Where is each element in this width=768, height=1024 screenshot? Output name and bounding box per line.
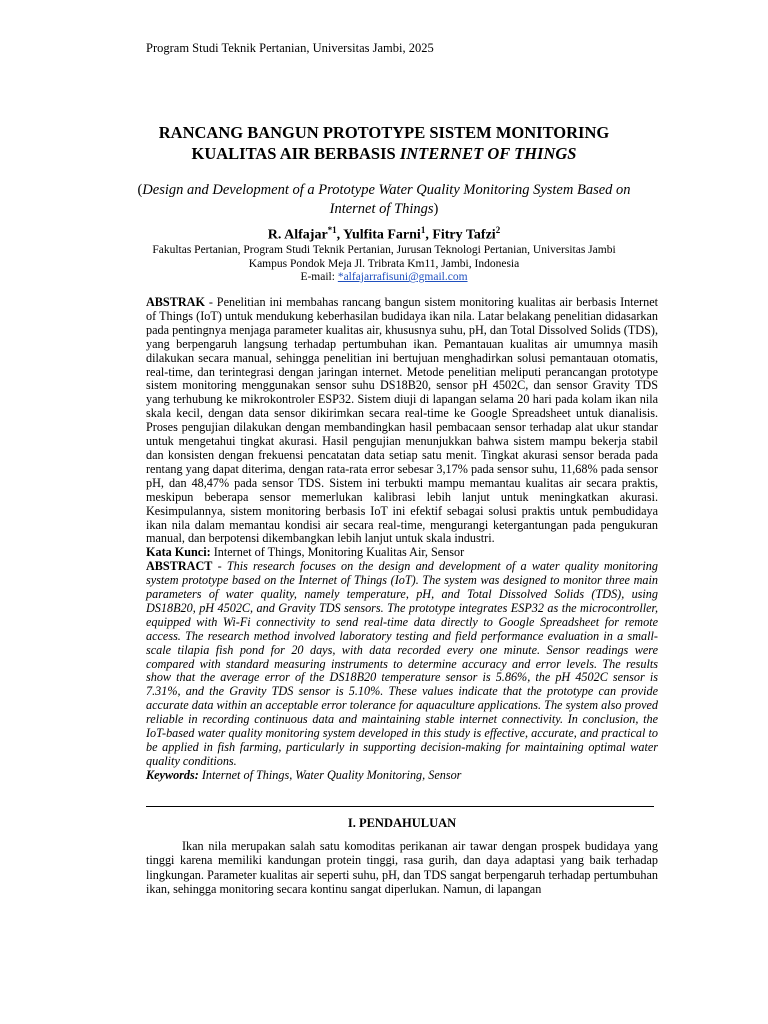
english-title-open: ( [137,182,143,198]
title-line-1: RANCANG BANGUN PROTOTYPE SISTEM MONITORING [158,123,610,142]
abstract-en-paragraph [146,560,658,769]
intro-paragraph: Ikan nila merupakan salah satu komoditas perikanan air tawar dengan prospek budidaya yang tinggi karena memiliki kandungan protein tinggi, rasa gurih, dan daya adaptasi yang baik terhadap lingkungan. Parameter kualitas air seperti suhu, pH, dan TDS sangat berpengaruh terhadap pertumbuhan ikan, sehingga monitoring secara kontinu sangat diperlukan. Namun, di lapangan [146,839,658,896]
author-mark: 1 [420,225,426,235]
email-link[interactable]: *alfajarrafisuni@gmail.com [337,271,468,283]
author-separator: , [336,227,344,243]
abstrak-label: ABSTRAK [146,295,205,309]
abstract-en-text: - This research focuses on the design and development of a water quality monitoring system prototype based on the Internet of Things (IoT). The system was designed to monitor three main parameters of water quality, namely temperature, pH, and Total Dissolved Solids (TDS), using DS18B20, pH 4502C, and Gravity TDS sensors. The prototype integrates ESP32 as the microcontroller, equipped with Wi-Fi connectivity to send real-time data directly to Google Spreadsheet for remote access. The research method involved laboratory testing and field performance evaluation in a small-scale tilapia fish pond for 20 days, with data recorded every one minute. Sensor readings were compared with standard measuring instruments to determine accuracy and error levels. The results show that the average error of the DS18B20 temperature sensor is 5.86%, the pH 4502C sensor is 7.31%, and the Gravity TDS sensor is 5.10%. These values indicate that the prototype can provide accurate data within an acceptable error tolerance for aquaculture applications. The system also proved reliable in recording continuous data and maintaining stable internet connectivity. In conclusion, the IoT-based water quality monitoring system developed in this study is effective, accurate, and practical to be applied in fish farming, particularly in supporting decision-making for maintaining optimal water quality conditions. [146,559,658,768]
paper-title [110,122,658,164]
section-divider [146,806,654,807]
english-title-close: ) [433,201,439,217]
author-mark: *1 [327,225,337,235]
abstrak-text: - Penelitian ini membahas rancang bangun sistem monitoring kualitas air berbasis Internet of Things (IoT) untuk mendukung keberhasilan budidaya ikan nila. Latar belakang penelitian didasarkan pada pentingnya menjaga parameter kualitas air, khususnya suhu, pH, dan Total Dissolved Solids (TDS), yang berpengaruh langsung terhadap pertumbuhan ikan. Pemantauan kualitas air umumnya masih dilakukan secara manual, sehingga penelitian ini bertujuan menghadirkan solusi pemantauan otomatis, real-time, dan terintegrasi dengan jaringan internet. Metode penelitian meliputi perancangan prototype sistem monitoring menggunakan sensor suhu DS18B20, sensor pH 4502C, dan sensor Gravity TDS yang terhubung ke mikrokontroler ESP32. Sistem diuji di lapangan selama 20 hari pada kolam ikan nila skala kecil, dengan data sensor dikirimkan secara real-time ke Google Spreadsheet untuk dianalisis. Proses pengujian dilakukan dengan membandingkan hasil pembacaan sensor terhadap alat ukur standar untuk mengetahui tingkat akurasi. Hasil pengujian menunjukkan bahwa sistem mampu bekerja stabil dan konsisten dengan frekuensi pencatatan data setiap satu menit. Tingkat akurasi sensor berada pada rentang yang dapat diterima, dengan rata-rata error sebesar 3,17% pada sensor suhu, 11,68% pada sensor pH, dan 48,47% pada sensor TDS. Sistem ini terbukti mampu memantau kualitas air secara praktis, meskipun beberapa sensor memerlukan kalibrasi lebih lanjut untuk meningkatkan akurasi. Kesimpulannya, sistem monitoring berbasis IoT ini efektif sebagai solusi praktis untuk pembudidaya ikan nila dalam memantau kondisi air secara real-time, mengurangi ketergantungan pada pengukuran manual, dan berpotensi dikembangkan lebih lanjut untuk skala industri. [146,295,658,546]
affiliation-line-2: Kampus Pondok Meja Jl. Tribrata Km11, Jambi, Indonesia [248,257,520,270]
running-head: Program Studi Teknik Pertanian, Universitas Jambi, 2025 [146,41,434,55]
english-title-text: Design and Development of a Prototype Water Quality Monitoring System Based on Internet of Things [142,182,631,217]
author-name: Fitry Tafzi [432,227,496,243]
affiliation-line-1: Fakultas Pertanian, Program Studi Teknik Pertanian, Jurusan Teknologi Pertanian, Universitas Jambi [152,244,616,256]
section-heading: I. PENDAHULUAN [347,816,457,830]
email-line [110,271,658,285]
english-title [130,181,638,219]
keywords-text: Internet of Things, Water Quality Monitoring, Sensor [198,767,462,782]
intro-section [146,839,658,896]
author-name: Yulfita Farni [343,227,421,243]
kata-kunci-label: Kata Kunci: [146,545,211,560]
keywords-label: Keywords: [146,767,199,782]
abstrak-paragraph [146,296,658,546]
title-line-2 [110,143,658,164]
keywords-line [146,769,658,783]
kata-kunci-line [146,546,658,560]
kata-kunci-text: Internet of Things, Monitoring Kualitas Air, Sensor [210,545,465,560]
abstract-en-label: ABSTRACT [146,559,213,574]
email-label: E-mail: [300,271,338,283]
title-line-2-italic: INTERNET OF THINGS [399,144,577,163]
author-list [110,225,658,244]
title-line-2-plain: KUALITAS AIR BERBASIS [191,144,400,163]
author-separator: , [425,227,433,243]
author-name: R. Alfajar [267,227,328,243]
abstract-block [146,296,658,783]
author-mark: 2 [495,225,501,235]
affiliation [110,244,658,285]
